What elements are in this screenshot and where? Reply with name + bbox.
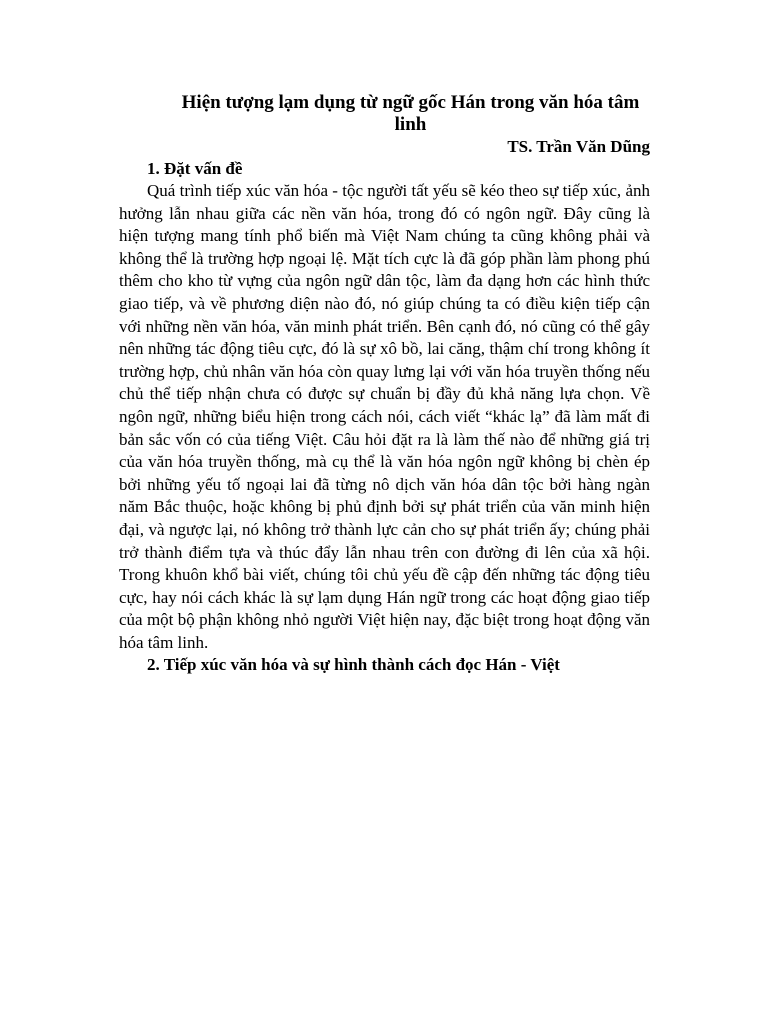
section-2-heading: 2. Tiếp xúc văn hóa và sự hình thành cách đọc Hán - Việt bbox=[147, 655, 560, 675]
author-name: TS. Trần Văn Dũng bbox=[507, 137, 650, 156]
document-page bbox=[119, 92, 650, 676]
section-1-paragraph: Quá trình tiếp xúc văn hóa - tộc người tất yếu sẽ kéo theo sự tiếp xúc, ảnh hưởng lẫn nhau giữa các nền văn hóa, trong đó có ngôn ngữ. Đây cũng là hiện tượng mang tính phổ biến mà Việt Nam chúng ta cũng không phải và không thể là trường hợp ngoại lệ. Mặt tích cực là đã góp phần làm phong phú thêm cho kho từ vựng của ngôn ngữ dân tộc, làm đa dạng hơn các hình thức giao tiếp, và về phương diện nào đó, nó giúp chúng ta có điều kiện tiếp cận với những nền văn hóa, văn minh phát triển. Bên cạnh đó, nó cũng có thể gây nên những tác động tiêu cực, đó là sự xô bồ, lai căng, thậm chí trong không ít trường hợp, chủ nhân văn hóa còn quay lưng lại với văn hóa truyền thống nếu chủ thể tiếp nhận chưa có được sự chuẩn bị đầy đủ khả năng lựa chọn. Về ngôn ngữ, những biểu hiện trong cách nói, cách viết “khác lạ” đã làm mất đi bản sắc vốn có của tiếng Việt. Câu hỏi đặt ra là làm thế nào để những giá trị của văn hóa truyền thống, mà cụ thể là văn hóa ngôn ngữ không bị chèn ép bởi những yếu tố ngoại lai đã từng nô dịch văn hóa dân tộc bởi hàng ngàn năm Bắc thuộc, hoặc không bị phủ định bởi sự phát triển của văn minh hiện đại, và ngược lại, nó không trở thành lực cản cho sự phát triển ấy; chúng phải trở thành điểm tựa và thúc đẩy lẫn nhau trên con đường đi lên của xã hội. Trong khuôn khổ bài viết, chúng tôi chủ yếu đề cập đến những tác động tiêu cực, hay nói cách khác là sự lạm dụng Hán ngữ trong các hoạt động giao tiếp của một bộ phận không nhỏ người Việt hiện nay, đặc biệt trong hoạt động văn hóa tâm linh. bbox=[119, 181, 650, 652]
document-title: Hiện tượng lạm dụng từ ngữ gốc Hán trong văn hóa tâm linh bbox=[181, 92, 640, 135]
section-1-heading: 1. Đặt vấn đề bbox=[147, 159, 243, 178]
